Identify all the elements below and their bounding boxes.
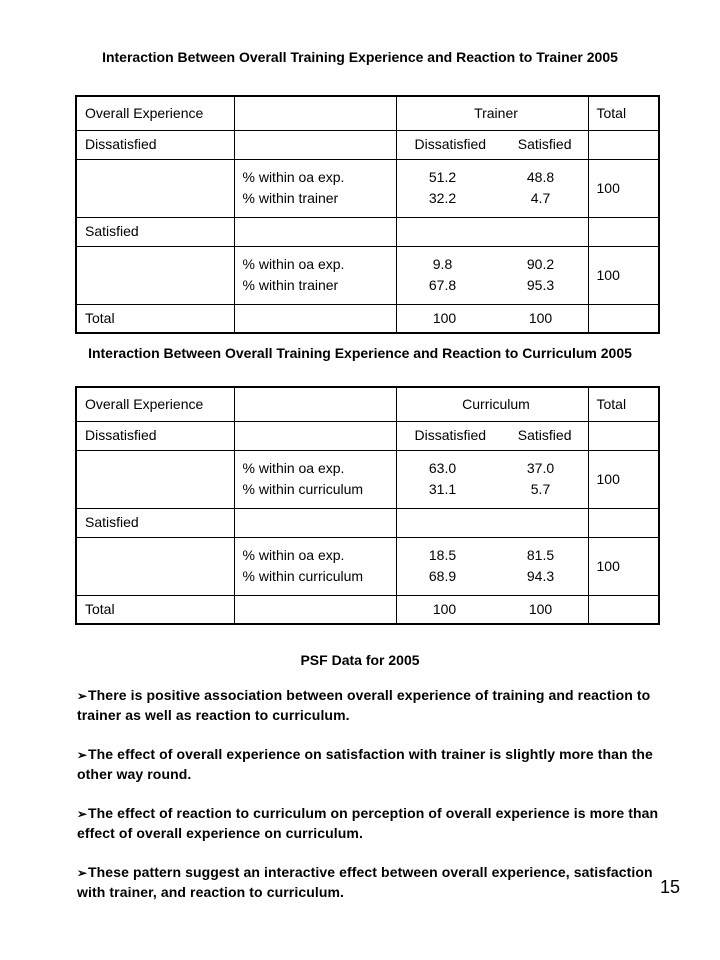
header-overall-experience: Overall Experience (76, 387, 234, 421)
table-row (76, 217, 659, 246)
header-total: Total (588, 387, 659, 421)
cell-empty (234, 217, 396, 246)
cell-empty (76, 246, 234, 304)
list-item (77, 686, 667, 725)
value: 100 (432, 309, 457, 326)
value: 9.8 (432, 256, 453, 272)
cell-empty (234, 130, 396, 159)
values-pair (396, 246, 588, 304)
row-metric-labels (234, 246, 396, 304)
header-empty (234, 387, 396, 421)
row-label-satisfied: Satisfied (76, 508, 234, 537)
bullet-text: There is positive association between overall experience of training and reaction to trainer as well as reaction to curriculum. (77, 687, 651, 723)
row-label-satisfied: Satisfied (76, 217, 234, 246)
table-row (76, 159, 659, 217)
subheader-dissatisfied: Dissatisfied (414, 427, 487, 443)
header-overall-experience: Overall Experience (76, 96, 234, 130)
cell-empty (396, 508, 588, 537)
row-label-dissatisfied: Dissatisfied (76, 130, 234, 159)
arrowhead-bullet-icon: ➢ (77, 689, 88, 703)
row-metric-labels (234, 450, 396, 508)
value: 100 (528, 309, 553, 326)
subheader-dissatisfied: Dissatisfied (414, 136, 487, 152)
table-row (76, 450, 659, 508)
label-within-trainer: % within trainer (242, 190, 339, 206)
label-within-trainer: % within trainer (242, 277, 339, 293)
value: 100 (432, 600, 457, 617)
cell-empty (234, 304, 396, 333)
values-pair (396, 537, 588, 595)
bullet-text: The effect of reaction to curriculum on perception of overall experience is more than effect of overall experience on curriculum. (77, 805, 659, 841)
row-total: 100 (588, 450, 659, 508)
cell-empty (396, 217, 588, 246)
subheader-satisfied: Satisfied (517, 136, 572, 152)
value: 67.8 (428, 277, 457, 293)
value: 81.5 (526, 547, 555, 563)
table-row (76, 508, 659, 537)
cell-empty (588, 595, 659, 624)
header-total: Total (588, 96, 659, 130)
list-item (77, 804, 667, 843)
value: 63.0 (428, 460, 457, 476)
label-within-oa-exp: % within oa exp. (242, 460, 345, 476)
row-label-dissatisfied: Dissatisfied (76, 421, 234, 450)
row-label-total: Total (76, 595, 234, 624)
row-total: 100 (588, 246, 659, 304)
cell-empty (588, 508, 659, 537)
value: 48.8 (526, 169, 555, 185)
cell-empty (588, 217, 659, 246)
cell-empty (234, 421, 396, 450)
cell-empty (234, 508, 396, 537)
label-within-oa-exp: % within oa exp. (242, 256, 345, 272)
label-within-curriculum: % within curriculum (242, 481, 364, 497)
cell-empty (588, 304, 659, 333)
label-within-curriculum: % within curriculum (242, 568, 364, 584)
cell-empty (76, 450, 234, 508)
cell-empty (76, 537, 234, 595)
row-metric-labels (234, 537, 396, 595)
list-item (77, 745, 667, 784)
value: 68.9 (428, 568, 457, 584)
table-row (76, 130, 659, 159)
table-row (76, 96, 659, 130)
subheader-pair (396, 130, 588, 159)
list-item (77, 863, 667, 902)
psf-bullet-list (77, 686, 667, 922)
subheader-satisfied: Satisfied (517, 427, 572, 443)
page-number: 15 (660, 877, 681, 897)
subheader-pair (396, 421, 588, 450)
arrowhead-bullet-icon: ➢ (77, 866, 88, 880)
arrowhead-bullet-icon: ➢ (77, 807, 88, 821)
cell-empty (76, 159, 234, 217)
value: 31.1 (428, 481, 457, 497)
table-row (76, 387, 659, 421)
row-metric-labels (234, 159, 396, 217)
table-row (76, 537, 659, 595)
label-within-oa-exp: % within oa exp. (242, 547, 345, 563)
totals-pair (396, 304, 588, 333)
table1 (75, 95, 660, 334)
table-row (76, 595, 659, 624)
value: 18.5 (428, 547, 457, 563)
value: 51.2 (428, 169, 457, 185)
value: 90.2 (526, 256, 555, 272)
bullet-text: These pattern suggest an interactive effect between overall experience, satisfaction with trainer, and reaction to curriculum. (77, 864, 653, 900)
table-row (76, 304, 659, 333)
values-pair (396, 159, 588, 217)
value: 32.2 (428, 190, 457, 206)
value: 100 (528, 600, 553, 617)
header-trainer: Trainer (396, 96, 588, 130)
value: 95.3 (526, 277, 555, 293)
cell-empty (588, 421, 659, 450)
row-total: 100 (588, 159, 659, 217)
table1-title: Interaction Between Overall Training Experience and Reaction to Trainer 2005 (102, 49, 618, 65)
table2-title: Interaction Between Overall Training Experience and Reaction to Curriculum 2005 (88, 345, 632, 361)
cell-empty (234, 595, 396, 624)
label-within-oa-exp: % within oa exp. (242, 169, 345, 185)
cell-empty (588, 130, 659, 159)
table-row (76, 421, 659, 450)
bullet-text: The effect of overall experience on satisfaction with trainer is slightly more than the other way round. (77, 746, 653, 782)
header-empty (234, 96, 396, 130)
values-pair (396, 450, 588, 508)
table-row (76, 246, 659, 304)
value: 37.0 (526, 460, 555, 476)
arrowhead-bullet-icon: ➢ (77, 748, 88, 762)
table2 (75, 386, 660, 625)
header-curriculum: Curriculum (396, 387, 588, 421)
totals-pair (396, 595, 588, 624)
psf-title: PSF Data for 2005 (300, 652, 420, 668)
row-total: 100 (588, 537, 659, 595)
value: 4.7 (530, 190, 551, 206)
value: 94.3 (526, 568, 555, 584)
row-label-total: Total (76, 304, 234, 333)
value: 5.7 (530, 481, 551, 497)
